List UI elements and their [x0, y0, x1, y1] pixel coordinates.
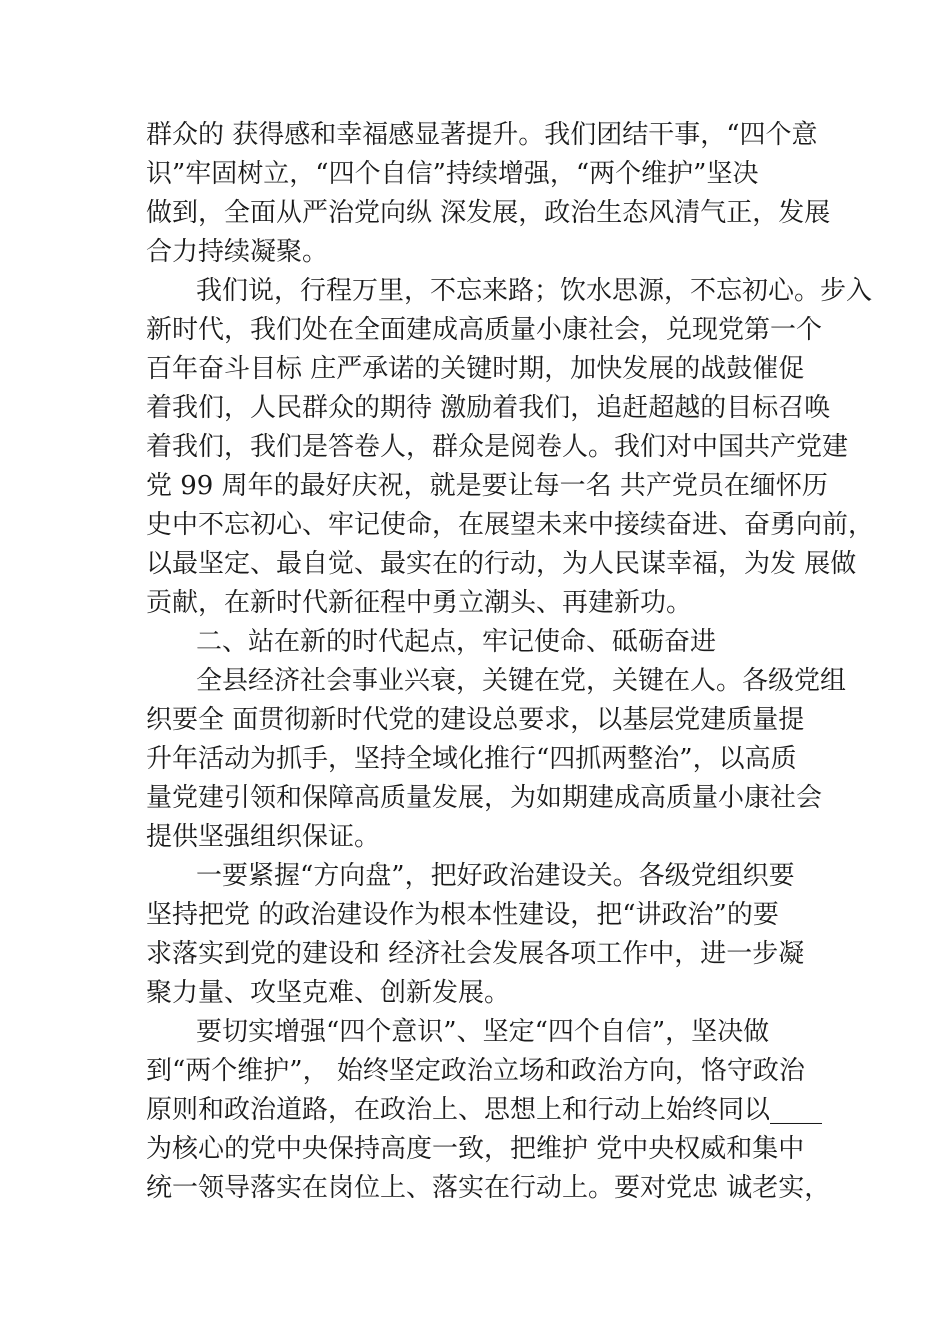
- paragraph-first-line: 我们说，行程万里，不忘来路；饮水思源，不忘初心。步入: [196, 276, 873, 306]
- text-line: 合力持续凝聚。: [146, 237, 329, 267]
- text-line: 求落实到党的建设和 经济社会发展各项工作中，进一步凝: [146, 939, 805, 969]
- text-line: 提供坚强组织保证。: [146, 822, 381, 852]
- text-line: 坚持把党 的政治建设作为根本性建设，把“讲政治”的要: [146, 900, 779, 930]
- section-heading: 二、站在新的时代起点，牢记使命、砥砺奋进: [196, 627, 717, 657]
- text-line: 以最坚定、最自觉、最实在的行动，为人民谋幸福，为发 展做: [146, 549, 857, 579]
- text-line: 织要全 面贯彻新时代党的建设总要求，以基层党建质量提: [146, 705, 805, 735]
- paragraph-first-line: 一要紧握“方向盘”，把好政治建设关。各级党组织要: [196, 861, 795, 891]
- text-line: 识”牢固树立，“四个自信”持续增强，“两个维护”坚决: [146, 159, 759, 189]
- text-line: 原则和政治道路，在政治上、思想上和行动上始终同以____: [146, 1095, 823, 1125]
- text-line: 新时代，我们处在全面建成高质量小康社会，兑现党第一个: [146, 315, 823, 345]
- text-line: 着我们，人民群众的期待 激励着我们，追赶超越的目标召唤: [146, 393, 831, 423]
- text-line: 百年奋斗目标 庄严承诺的关键时期，加快发展的战鼓催促: [146, 354, 805, 384]
- text-line: 为核心的党中央保持高度一致，把维护 党中央权威和集中: [146, 1134, 805, 1164]
- text-line: 做到，全面从严治党向纵 深发展，政治生态风清气正，发展: [146, 198, 831, 228]
- paragraph-first-line: 全县经济社会事业兴衰，关键在党，关键在人。各级党组: [196, 666, 847, 696]
- paragraph-first-line: 要切实增强“四个意识”、坚定“四个自信”，坚决做: [196, 1017, 770, 1047]
- text-line: 到“两个维护”， 始终坚定政治立场和政治方向，恪守政治: [146, 1056, 805, 1086]
- text-line: 贡献，在新时代新征程中勇立潮头、再建新功。: [146, 588, 693, 618]
- text-line: 聚力量、攻坚克难、创新发展。: [146, 978, 511, 1008]
- text-line: 统一领导落实在岗位上、落实在行动上。要对党忠 诚老实，: [146, 1173, 831, 1203]
- text-line: 群众的 获得感和幸福感显著提升。我们团结干事，“四个意: [146, 120, 818, 150]
- text-line: 量党建引领和保障高质量发展，为如期建成高质量小康社会: [146, 783, 823, 813]
- text-line: 史中不忘初心、牢记使命，在展望未来中接续奋进、奋勇向前，: [146, 510, 875, 540]
- text-line: 党 99 周年的最好庆祝，就是要让每一名 共产党员在缅怀历: [146, 471, 828, 501]
- text-line: 升年活动为抓手，坚持全域化推行“四抓两整治”，以高质: [146, 744, 797, 774]
- text-line: 着我们，我们是答卷人，群众是阅卷人。我们对中国共产党建: [146, 432, 849, 462]
